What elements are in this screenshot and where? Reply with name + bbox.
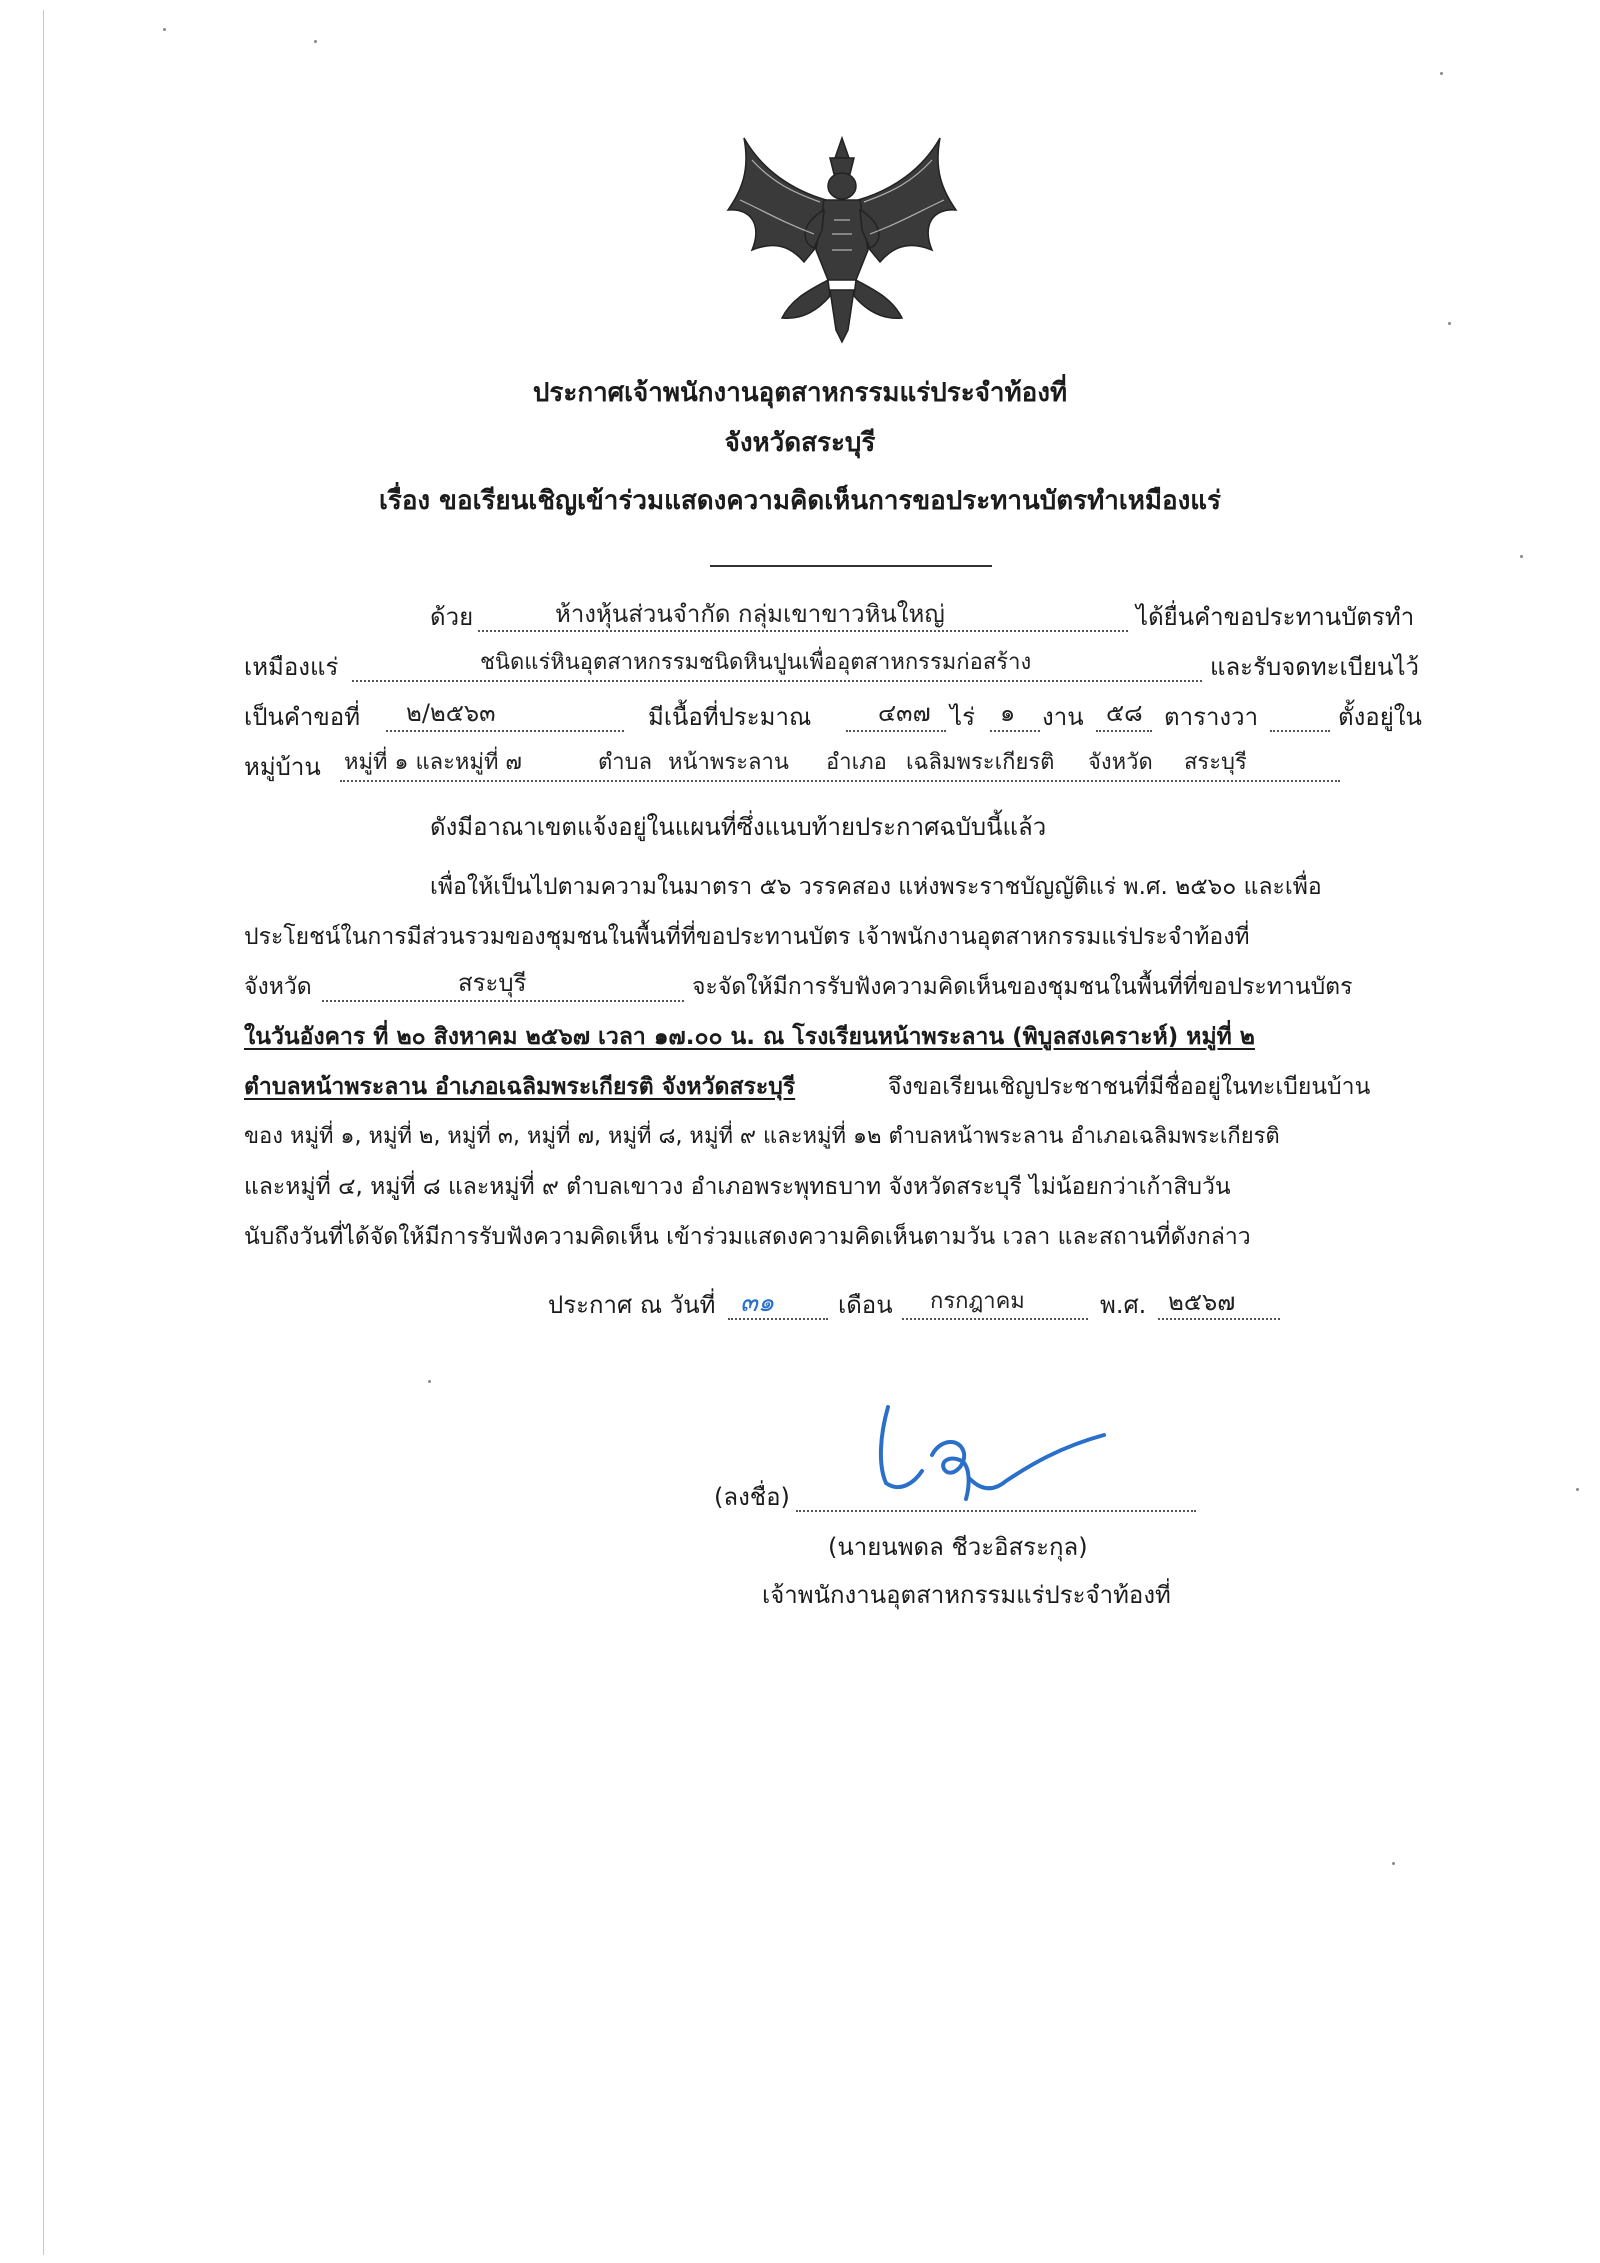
wa-label: ตารางวา [1164, 703, 1259, 731]
dotted-leader [1158, 1318, 1280, 1320]
dotted-leader [990, 730, 1040, 732]
amphoe-name: เฉลิมพระเกียรติ [906, 750, 1055, 775]
mineral-type: ชนิดแร่หินอุตสาหกรรมชนิดหินปูนเพื่ออุตสาหกรรมก่อสร้าง [480, 650, 1032, 675]
scan-speck [1520, 555, 1523, 558]
announce-day: ๓๑ [740, 1288, 775, 1318]
dotted-leader [478, 630, 1128, 632]
para3-province: สระบุรี [458, 969, 527, 997]
scan-speck [428, 1380, 431, 1383]
sign-label: (ลงชื่อ) [714, 1483, 790, 1511]
heading-rule [710, 565, 992, 567]
para1-l2-suffix: และรับจดทะเบียนไว้ [1210, 653, 1420, 681]
dotted-leader [846, 730, 946, 732]
request-number: ๒/๒๕๖๓ [406, 699, 496, 727]
signature-line [796, 1510, 1196, 1512]
dotted-leader [902, 1318, 1088, 1320]
tambon-label: ตำบล [598, 750, 653, 775]
company-name: ห้างหุ้นส่วนจำกัด กลุ่มเขาขาวหินใหญ่ [555, 600, 945, 628]
para1-l3-prefix: เป็นคำขอที่ [244, 703, 361, 731]
para3-line-8: นับถึงวันที่ได้จัดให้มีการรับฟังความคิดเห็น เข้าร่วมแสดงความคิดเห็นตามวัน เวลา และสถานที่ดังกล่าว [244, 1224, 1251, 1250]
garuda-emblem-icon [722, 130, 962, 345]
tambon-name: หน้าพระลาน [668, 750, 789, 775]
para3-line-2: ประโยชน์ในการมีส่วนรวมของชุมชนในพื้นที่ที่ขอประทานบัตร เจ้าพนักงานอุตสาหกรรมแร่ประจำท้องที่ [244, 924, 1250, 950]
para3-line-5-rest: จึงขอเรียนเชิญประชาชนที่มีชื่ออยู่ในทะเบียนบ้าน [888, 1074, 1371, 1100]
amphoe-label: อำเภอ [826, 750, 887, 775]
ngan-label: งาน [1042, 703, 1084, 731]
para3-l3-suffix: จะจัดให้มีการรับฟังความคิดเห็นของชุมชนในพื้นที่ที่ขอประทานบัตร [692, 974, 1353, 1000]
para3-line-6: ของ หมู่ที่ ๑, หมู่ที่ ๒, หมู่ที่ ๓, หมู่ที่ ๗, หมู่ที่ ๘, หมู่ที่ ๙ และหมู่ที่ ๑๒ ตำบลหน้าพระลาน อำเภอเฉลิมพระเกียรติ [244, 1124, 1280, 1149]
scan-speck [163, 28, 166, 31]
dotted-leader [340, 780, 1340, 782]
heading-subject: เรื่อง ขอเรียนเชิญเข้าร่วมแสดงความคิดเห็นการขอประทานบัตรทำเหมืองแร่ [378, 486, 1222, 516]
dotted-leader [1270, 730, 1330, 732]
meeting-location: ตำบลหน้าพระลาน อำเภอเฉลิมพระเกียรติ จังหวัดสระบุรี [244, 1074, 796, 1100]
province-label: จังหวัด [1088, 750, 1153, 775]
para1-l2-prefix: เหมืองแร่ [244, 653, 339, 681]
dotted-leader [352, 680, 1202, 682]
scan-speck [1440, 72, 1443, 75]
para3-line-7: และหมู่ที่ ๔, หมู่ที่ ๘ และหมู่ที่ ๙ ตำบลเขาวง อำเภอพระพุทธบาท จังหวัดสระบุรี ไม่น้อยกว่าเก้าสิบวัน [244, 1174, 1231, 1200]
heading-line-1: ประกาศเจ้าพนักงานอุตสาหกรรมแร่ประจำท้องที่ [532, 378, 1068, 408]
province-name: สระบุรี [1184, 750, 1247, 775]
area-rai: ๔๓๗ [878, 699, 931, 727]
signer-name: (นายนพดล ชีวะอิสระกุล) [828, 1533, 1088, 1561]
scan-edge-line [43, 10, 44, 2255]
month-label: เดือน [838, 1291, 893, 1319]
para1-l3-suffix: ตั้งอยู่ใน [1338, 703, 1422, 731]
area-wa: ๕๘ [1106, 699, 1143, 727]
para2-text: ดังมีอาณาเขตแจ้งอยู่ในแผนที่ซึ่งแนบท้ายประกาศฉบับนี้แล้ว [430, 813, 1047, 841]
scan-speck [314, 40, 317, 43]
heading-line-2: จังหวัดสระบุรี [724, 428, 876, 458]
rai-label: ไร่ [950, 703, 975, 731]
handwritten-signature [870, 1395, 1130, 1515]
year-label: พ.ศ. [1100, 1291, 1147, 1319]
para1-l4-prefix: หมู่บ้าน [244, 753, 321, 781]
meeting-date-time: ในวันอังคาร ที่ ๒๐ สิงหาคม ๒๕๖๗ เวลา ๑๗.๐๐ น. ณ โรงเรียนหน้าพระลาน (พิบูลสงเคราะห์) หมู่ที่ ๒ [244, 1024, 1255, 1050]
signer-position: เจ้าพนักงานอุตสาหกรรมแร่ประจำท้องที่ [762, 1581, 1171, 1609]
dotted-leader [1096, 730, 1152, 732]
village-numbers: หมู่ที่ ๑ และหมู่ที่ ๗ [344, 750, 522, 775]
area-label: มีเนื้อที่ประมาณ [648, 703, 812, 731]
para1-prefix: ด้วย [430, 603, 474, 631]
dotted-leader [386, 730, 624, 732]
para3-l3-prefix: จังหวัด [244, 974, 312, 1000]
announce-month: กรกฎาคม [930, 1289, 1025, 1314]
para3-line-1: เพื่อให้เป็นไปตามความในมาตรา ๕๖ วรรคสอง แห่งพระราชบัญญัติแร่ พ.ศ. ๒๕๖๐ และเพื่อ [430, 874, 1322, 900]
scan-speck [1576, 1488, 1579, 1491]
announce-year: ๒๕๖๗ [1168, 1288, 1236, 1316]
dotted-leader [322, 1000, 684, 1002]
announce-prefix: ประกาศ ณ วันที่ [548, 1291, 716, 1319]
scan-speck [1392, 1862, 1395, 1865]
area-ngan: ๑ [1000, 699, 1016, 727]
scan-speck [1448, 322, 1451, 325]
para1-l1-suffix: ได้ยื่นคำขอประทานบัตรทำ [1136, 603, 1415, 631]
